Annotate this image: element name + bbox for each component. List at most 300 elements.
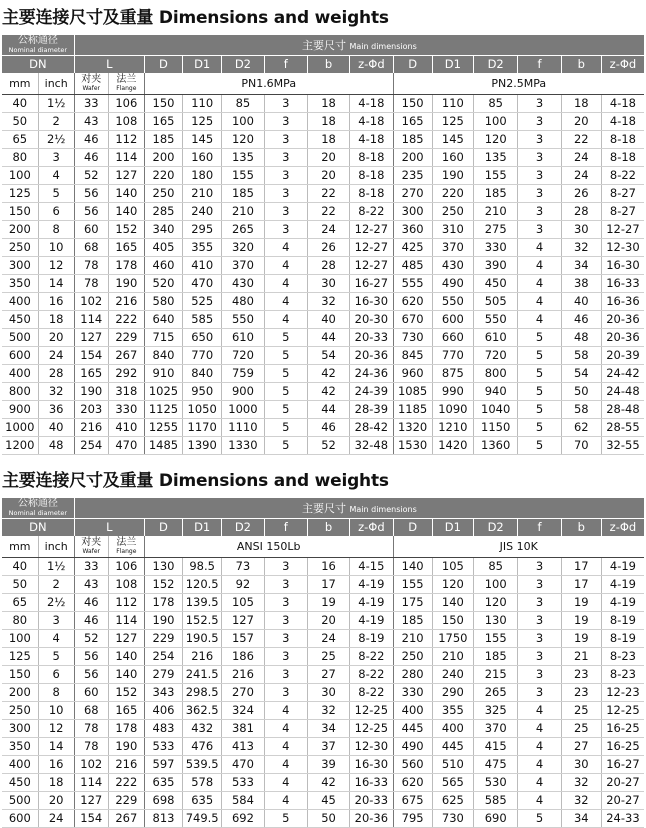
table-cell: 18 <box>38 311 74 329</box>
table-cell: 400 <box>2 293 38 311</box>
table-cell: 48 <box>38 437 74 455</box>
main-dimensions-header: 主要尺寸 Main dimensions <box>74 498 644 519</box>
table-cell: 78 <box>74 257 108 275</box>
table-cell: 16-27 <box>350 275 393 293</box>
table-cell: 1210 <box>432 419 473 437</box>
table-cell: 165 <box>74 365 108 383</box>
table-cell: 140 <box>108 185 144 203</box>
table-cell: 178 <box>108 257 144 275</box>
table-cell: 1050 <box>183 401 222 419</box>
table-cell: 480 <box>222 293 264 311</box>
table-cell: 330 <box>473 239 517 257</box>
table-cell: 18 <box>307 131 349 149</box>
table-cell: 470 <box>222 756 264 774</box>
table-cell: 20 <box>38 792 74 810</box>
table-cell: 140 <box>108 203 144 221</box>
table-cell: 4-15 <box>350 558 393 576</box>
table-cell: 155 <box>473 167 517 185</box>
table-cell: 80 <box>2 149 38 167</box>
table-cell: 46 <box>307 419 349 437</box>
table-cell: 3 <box>264 684 307 702</box>
table-cell: 200 <box>393 149 432 167</box>
table-cell: 27 <box>307 666 349 684</box>
table-cell: 3 <box>518 131 561 149</box>
table-cell: 65 <box>2 131 38 149</box>
table-cell: 4 <box>264 792 307 810</box>
table-cell: 14 <box>38 275 74 293</box>
table-cell: 12 <box>38 720 74 738</box>
table-cell: 100 <box>473 113 517 131</box>
table-row <box>2 293 644 311</box>
table-cell: 145 <box>183 131 222 149</box>
table-cell: 28 <box>38 365 74 383</box>
table-cell: 20-33 <box>350 329 393 347</box>
table-cell: 52 <box>74 167 108 185</box>
table-cell: 3 <box>518 113 561 131</box>
table-cell: 12-30 <box>350 738 393 756</box>
table-cell: 3 <box>264 185 307 203</box>
table-cell: 295 <box>183 221 222 239</box>
table-cell: 16-25 <box>601 738 644 756</box>
table-cell: 28-39 <box>350 401 393 419</box>
table-cell: 5 <box>518 365 561 383</box>
table-cell: 36 <box>38 401 74 419</box>
table-cell: 26 <box>307 239 349 257</box>
table-cell: 85 <box>473 95 517 113</box>
table-cell: 178 <box>144 594 182 612</box>
table-cell: 125 <box>432 113 473 131</box>
table-cell: 20-39 <box>601 347 644 365</box>
table-cell: 30 <box>561 756 601 774</box>
table-cell: 5 <box>264 329 307 347</box>
table-cell: 157 <box>222 630 264 648</box>
table-cell: 635 <box>183 792 222 810</box>
table-cell: 4-19 <box>601 594 644 612</box>
table-cell: 275 <box>473 221 517 239</box>
table-cell: 12-23 <box>601 684 644 702</box>
table-cell: 40 <box>2 558 38 576</box>
table-row <box>2 365 644 383</box>
table-cell: 4 <box>518 311 561 329</box>
table-cell: 40 <box>307 311 349 329</box>
table-cell: 8-19 <box>601 612 644 630</box>
table-cell: 5 <box>518 347 561 365</box>
table-cell: 445 <box>393 720 432 738</box>
length-header: L <box>74 56 144 74</box>
table-cell: 20-36 <box>350 347 393 365</box>
table-cell: 432 <box>183 720 222 738</box>
table-cell: 720 <box>222 347 264 365</box>
table-cell: 185 <box>473 648 517 666</box>
table-cell: 37 <box>307 738 349 756</box>
table-cell: 415 <box>473 738 517 756</box>
table-cell: 108 <box>108 576 144 594</box>
table-row <box>2 401 644 419</box>
table-cell: 210 <box>393 630 432 648</box>
table-cell: 8-19 <box>350 630 393 648</box>
table-cell: 4 <box>264 702 307 720</box>
table-row <box>2 329 644 347</box>
table-cell: 330 <box>108 401 144 419</box>
table-cell: 265 <box>473 684 517 702</box>
table-cell: 152.5 <box>183 612 222 630</box>
table-cell: 4 <box>38 167 74 185</box>
table-cell: 4 <box>518 720 561 738</box>
table-cell: 152 <box>144 576 182 594</box>
table-cell: 5 <box>264 365 307 383</box>
table-cell: 730 <box>393 329 432 347</box>
table-cell: 4 <box>264 275 307 293</box>
col-header: D <box>144 56 182 74</box>
table-cell: 565 <box>432 774 473 792</box>
table-cell: 1420 <box>432 437 473 455</box>
table-cell: 22 <box>561 131 601 149</box>
table-cell: 20 <box>38 329 74 347</box>
table-cell: 100 <box>2 167 38 185</box>
table-cell: 229 <box>144 630 182 648</box>
table-cell: 28-48 <box>601 401 644 419</box>
table-cell: 105 <box>222 594 264 612</box>
table-cell: 840 <box>183 365 222 383</box>
table-row <box>2 810 644 828</box>
table-cell: 4-19 <box>601 558 644 576</box>
table-cell: 25 <box>307 648 349 666</box>
table-cell: 8-27 <box>601 203 644 221</box>
table-cell: 32 <box>307 702 349 720</box>
table-cell: 300 <box>393 203 432 221</box>
table-row <box>2 95 644 113</box>
table-cell: 127 <box>74 329 108 347</box>
table-cell: 45 <box>307 792 349 810</box>
table-cell: 475 <box>473 756 517 774</box>
table-cell: 254 <box>74 437 108 455</box>
table-cell: 68 <box>74 702 108 720</box>
table-cell: 30 <box>307 684 349 702</box>
table-cell: 1085 <box>393 383 432 401</box>
table-cell: 10 <box>38 239 74 257</box>
table-cell: 120 <box>432 576 473 594</box>
table-row <box>2 684 644 702</box>
table-cell: 3 <box>264 648 307 666</box>
col-header: z-Φd <box>601 519 644 537</box>
table-cell: 3 <box>264 113 307 131</box>
table-cell: 550 <box>473 311 517 329</box>
table-cell: 180 <box>183 167 222 185</box>
table-cell: 160 <box>183 149 222 167</box>
table-cell: 4 <box>264 774 307 792</box>
table-row <box>2 720 644 738</box>
table-cell: 85 <box>222 95 264 113</box>
table-cell: 4 <box>264 257 307 275</box>
table-cell: 140 <box>393 558 432 576</box>
table-cell: 5 <box>518 401 561 419</box>
table-cell: 24-48 <box>601 383 644 401</box>
table-cell: 44 <box>307 401 349 419</box>
table-cell: 150 <box>393 95 432 113</box>
table-cell: 4 <box>264 239 307 257</box>
table-cell: 20 <box>307 149 349 167</box>
table-cell: 600 <box>432 311 473 329</box>
table-cell: 3 <box>518 558 561 576</box>
table-cell: 5 <box>518 383 561 401</box>
table-row <box>2 437 644 455</box>
table-row <box>2 419 644 437</box>
table-cell: 220 <box>144 167 182 185</box>
table-cell: 32-48 <box>350 437 393 455</box>
table-cell: 42 <box>307 774 349 792</box>
table-cell: 1530 <box>393 437 432 455</box>
table-cell: 340 <box>144 221 182 239</box>
col-header: D2 <box>222 519 264 537</box>
table-cell: 3 <box>518 630 561 648</box>
table-cell: 20 <box>307 167 349 185</box>
table-cell: 370 <box>222 257 264 275</box>
table-cell: 910 <box>144 365 182 383</box>
table-cell: 130 <box>144 558 182 576</box>
table-cell: 800 <box>473 365 517 383</box>
table-cell: 4-19 <box>350 594 393 612</box>
table-cell: 8-22 <box>350 648 393 666</box>
table-cell: 960 <box>393 365 432 383</box>
table-cell: 56 <box>74 666 108 684</box>
table-cell: 355 <box>432 702 473 720</box>
table-cell: 16-33 <box>350 774 393 792</box>
table-cell: 660 <box>432 329 473 347</box>
table-cell: 222 <box>108 311 144 329</box>
table-cell: 46 <box>561 311 601 329</box>
table-cell: 350 <box>2 738 38 756</box>
table-cell: 425 <box>393 239 432 257</box>
mm-header: mm <box>2 536 38 558</box>
table-cell: 32 <box>561 239 601 257</box>
table-cell: 60 <box>74 221 108 239</box>
table-cell: 24 <box>307 630 349 648</box>
nominal-diameter-header: 公称通径 Nominal diameter <box>2 498 74 519</box>
table-cell: 30 <box>307 275 349 293</box>
table-cell: 210 <box>432 648 473 666</box>
table-cell: 127 <box>222 612 264 630</box>
table-cell: 8-22 <box>350 666 393 684</box>
table-row <box>2 648 644 666</box>
table-cell: 73 <box>222 558 264 576</box>
table-cell: 6 <box>38 666 74 684</box>
table-cell: 4-19 <box>601 576 644 594</box>
table-cell: 150 <box>432 612 473 630</box>
table-cell: 8-18 <box>350 149 393 167</box>
table-cell: 3 <box>264 666 307 684</box>
table-cell: 50 <box>2 113 38 131</box>
table-cell: 60 <box>74 684 108 702</box>
table-cell: 3 <box>518 167 561 185</box>
table-cell: 50 <box>307 810 349 828</box>
table-cell: 241.5 <box>183 666 222 684</box>
table-cell: 135 <box>222 149 264 167</box>
table-cell: 19 <box>561 630 601 648</box>
table-cell: 505 <box>473 293 517 311</box>
table-cell: 525 <box>183 293 222 311</box>
table-cell: 413 <box>222 738 264 756</box>
table-cell: 46 <box>74 131 108 149</box>
table-cell: 3 <box>518 149 561 167</box>
table-cell: 675 <box>393 792 432 810</box>
table-cell: 42 <box>307 365 349 383</box>
table-cell: 698 <box>144 792 182 810</box>
table-cell: 8-18 <box>350 167 393 185</box>
table-cell: 640 <box>144 311 182 329</box>
table-cell: 3 <box>264 630 307 648</box>
table-cell: 165 <box>108 239 144 257</box>
table-cell: 102 <box>74 293 108 311</box>
table-cell: 20 <box>307 612 349 630</box>
table-cell: 178 <box>108 720 144 738</box>
table-cell: 300 <box>2 720 38 738</box>
table-cell: 5 <box>518 329 561 347</box>
table-cell: 216 <box>222 666 264 684</box>
table-cell: 250 <box>144 185 182 203</box>
table-cell: 100 <box>2 630 38 648</box>
table-cell: 400 <box>2 756 38 774</box>
table-row <box>2 774 644 792</box>
table-row <box>2 347 644 365</box>
table-cell: 14 <box>38 738 74 756</box>
table-cell: 112 <box>108 594 144 612</box>
col-header: f <box>518 56 561 74</box>
table-row <box>2 203 644 221</box>
table-cell: 4 <box>518 738 561 756</box>
table-cell: 2 <box>38 576 74 594</box>
mm-header: mm <box>2 73 38 95</box>
table-cell: 19 <box>307 594 349 612</box>
table-cell: 597 <box>144 756 182 774</box>
table-cell: 16-30 <box>350 293 393 311</box>
table-cell: 185 <box>393 131 432 149</box>
table-cell: 362.5 <box>183 702 222 720</box>
table-cell: 216 <box>183 648 222 666</box>
table-cell: 16 <box>307 558 349 576</box>
table-cell: 229 <box>108 329 144 347</box>
table-cell: 620 <box>393 774 432 792</box>
table-cell: 28 <box>307 257 349 275</box>
table-cell: 813 <box>144 810 182 828</box>
table-cell: 749.5 <box>183 810 222 828</box>
table-cell: 1170 <box>183 419 222 437</box>
table-cell: 8-18 <box>601 149 644 167</box>
table-cell: 500 <box>2 792 38 810</box>
table-cell: 16-30 <box>350 756 393 774</box>
table-cell: 254 <box>144 648 182 666</box>
table-cell: 16-30 <box>601 257 644 275</box>
table-cell: 5 <box>38 185 74 203</box>
standard-b-header: JIS 10K <box>393 536 644 558</box>
table-cell: 139.5 <box>183 594 222 612</box>
table-cell: 152 <box>108 684 144 702</box>
table-cell: 17 <box>561 576 601 594</box>
table-cell: 10 <box>38 702 74 720</box>
table-row <box>2 113 644 131</box>
table-cell: 560 <box>393 756 432 774</box>
table-cell: 12-30 <box>601 239 644 257</box>
col-header: D <box>393 56 432 74</box>
wafer-header: 对夹 Wafer <box>74 536 108 558</box>
table-cell: 4-19 <box>350 612 393 630</box>
table-cell: 70 <box>561 437 601 455</box>
table-cell: 1750 <box>432 630 473 648</box>
table-cell: 580 <box>144 293 182 311</box>
table-cell: 92 <box>222 576 264 594</box>
table-cell: 1000 <box>2 419 38 437</box>
table-cell: 1255 <box>144 419 182 437</box>
table-cell: 3 <box>264 131 307 149</box>
table-cell: 692 <box>222 810 264 828</box>
table-cell: 4 <box>38 630 74 648</box>
table-cell: 585 <box>473 792 517 810</box>
section-title: 主要连接尺寸及重量 Dimensions and weights <box>2 471 389 491</box>
table-cell: 120.5 <box>183 576 222 594</box>
table-row <box>2 275 644 293</box>
table-cell: 1040 <box>473 401 517 419</box>
table-cell: 127 <box>108 167 144 185</box>
table-cell: 2½ <box>38 594 74 612</box>
table-cell: 5 <box>264 810 307 828</box>
table-row <box>2 594 644 612</box>
table-cell: 1360 <box>473 437 517 455</box>
table-cell: 5 <box>264 419 307 437</box>
table-cell: 23 <box>561 666 601 684</box>
nominal-diameter-header: 公称通径 Nominal diameter <box>2 35 74 56</box>
section-title: 主要连接尺寸及重量 Dimensions and weights <box>2 8 389 28</box>
table-cell: 33 <box>74 558 108 576</box>
table-cell: 155 <box>393 576 432 594</box>
table-cell: 4-18 <box>601 95 644 113</box>
table-cell: 120 <box>222 131 264 149</box>
table-cell: 20 <box>561 113 601 131</box>
table-cell: 8-23 <box>601 648 644 666</box>
table-cell: 140 <box>108 666 144 684</box>
table-cell: 190 <box>144 612 182 630</box>
table-cell: 900 <box>2 401 38 419</box>
table-cell: 625 <box>432 792 473 810</box>
table-cell: 33 <box>74 95 108 113</box>
table-cell: 26 <box>561 185 601 203</box>
table-cell: 48 <box>561 329 601 347</box>
col-header: D <box>144 519 182 537</box>
table-cell: 100 <box>222 113 264 131</box>
table-cell: 112 <box>108 131 144 149</box>
table-cell: 190 <box>74 383 108 401</box>
table-cell: 34 <box>561 810 601 828</box>
table-cell: 265 <box>222 221 264 239</box>
table-cell: 46 <box>74 149 108 167</box>
table-cell: 150 <box>144 95 182 113</box>
table-cell: 8 <box>38 684 74 702</box>
table-cell: 102 <box>74 756 108 774</box>
table-cell: 12-25 <box>601 702 644 720</box>
col-header: b <box>561 56 601 74</box>
wafer-header: 对夹 Wafer <box>74 73 108 95</box>
table-cell: 476 <box>183 738 222 756</box>
table-cell: 990 <box>432 383 473 401</box>
col-header: D2 <box>473 56 517 74</box>
table-cell: 58 <box>561 347 601 365</box>
length-header: L <box>74 519 144 537</box>
table-cell: 3 <box>518 666 561 684</box>
table-cell: 5 <box>264 347 307 365</box>
table-cell: 54 <box>307 347 349 365</box>
table-row <box>2 612 644 630</box>
table-cell: 533 <box>144 738 182 756</box>
table-cell: 17 <box>307 576 349 594</box>
table-cell: 78 <box>74 275 108 293</box>
